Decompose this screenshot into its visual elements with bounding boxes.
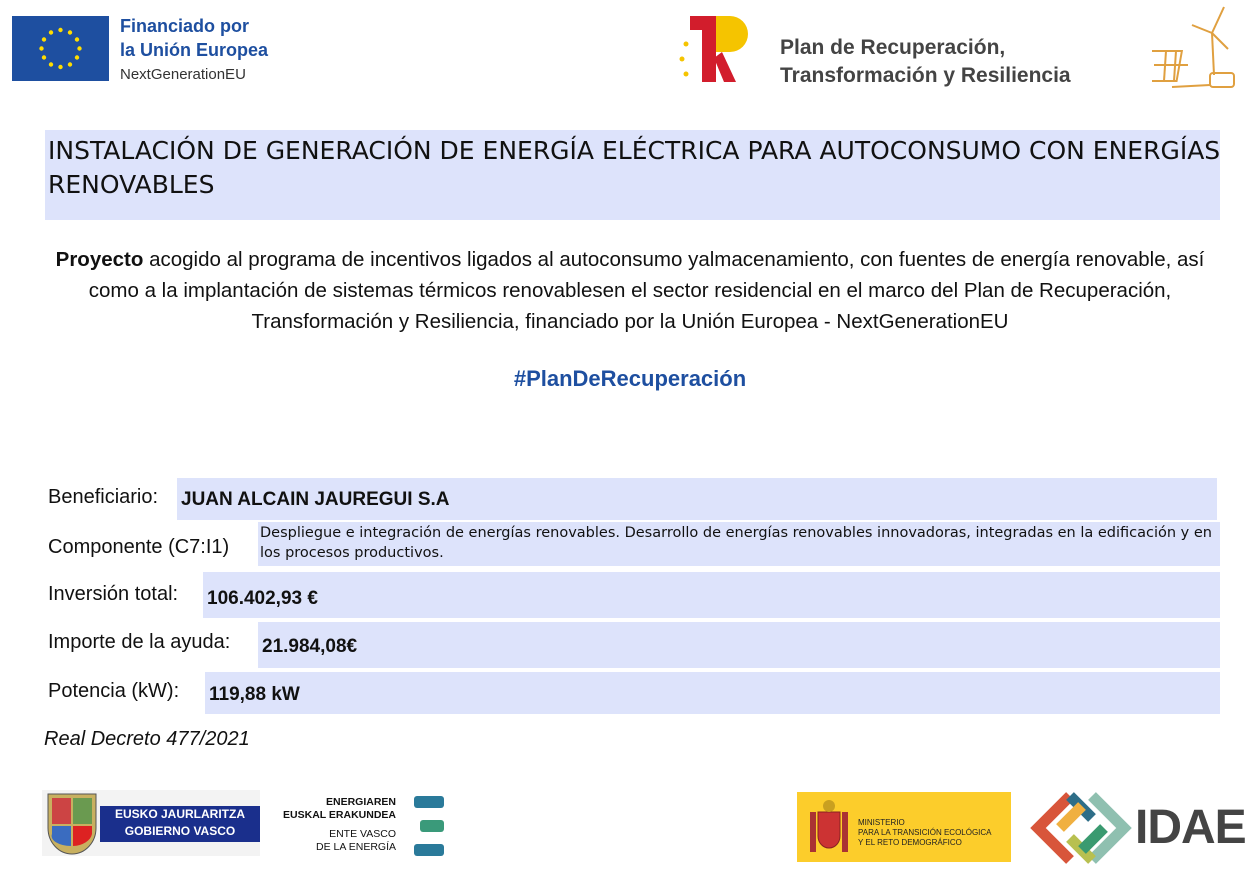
eu-logo-line1: Financiado por	[120, 16, 250, 36]
beneficiario-value: JUAN ALCAIN JAUREGUI S.A	[181, 489, 450, 510]
project-text: acogido al programa de incentivos ligados al autoconsumo yalmacenamiento, con fuentes de energía renovable, así como a la implantación de sistemas térmicos renovablesen el sector residencial en el marco del Plan de Recuperación, Transformación y Resiliencia, financiado por la Unión Europea - NextGenerationEU	[88, 248, 1205, 333]
spain-coat-of-arms-icon	[806, 798, 852, 861]
eve-logo-icon	[406, 794, 446, 863]
eu-logo-text	[120, 14, 268, 62]
eve-line3: ENTE VASCO	[329, 828, 396, 840]
idae-logo-text: IDAE	[1135, 801, 1246, 854]
inversion-label: Inversión total:	[48, 583, 179, 605]
prtr-line1: Plan de Recuperación,	[780, 36, 1006, 59]
real-decreto: Real Decreto 477/2021	[44, 728, 250, 750]
inversion-box	[203, 572, 1220, 618]
ministerio-line2: PARA LA TRANSICIÓN ECOLÓGICA	[858, 828, 992, 837]
wind-solar-icon	[1152, 5, 1242, 96]
eu-logo-line3: NextGenerationEU	[120, 66, 246, 83]
prtr-line2: Transformación y Resiliencia	[780, 64, 1071, 87]
potencia-label: Potencia (kW):	[48, 680, 180, 702]
idae-logo-icon	[1030, 790, 1134, 869]
importe-label: Importe de la ayuda:	[48, 631, 231, 653]
prtr-logo-text	[780, 34, 1071, 90]
beneficiario-label: Beneficiario:	[48, 486, 159, 508]
gv-line2: GOBIERNO VASCO	[124, 824, 236, 838]
componente-value: Despliegue e integración de energías renovables. Desarrollo de energías renovables innovadoras, integradas en la edificación y en los procesos productivos.	[260, 525, 1212, 561]
prtr-logo-icon	[672, 14, 762, 89]
potencia-box	[205, 672, 1220, 714]
project-description	[40, 244, 1220, 337]
basque-coat-of-arms-icon	[44, 790, 100, 861]
project-lead: Proyecto	[55, 248, 144, 271]
gobierno-vasco-band	[100, 806, 260, 842]
eve-line4: DE LA ENERGÍA	[316, 841, 396, 853]
eve-line1: ENERGIAREN	[325, 796, 396, 808]
importe-value: 21.984,08€	[262, 636, 358, 657]
inversion-value: 106.402,93 €	[207, 588, 318, 609]
importe-box	[258, 622, 1220, 668]
ministerio-line3: Y EL RETO DEMOGRÁFICO	[858, 838, 962, 847]
eve-line2: EUSKAL ERAKUNDEA	[283, 809, 396, 821]
ministerio-line1: MINISTERIO	[858, 818, 905, 827]
gv-line1: EUSKO JAURLARITZA	[114, 807, 245, 821]
ministerio-text	[858, 818, 992, 848]
poster-title: INSTALACIÓN DE GENERACIÓN DE ENERGÍA ELÉCTRICA PARA AUTOCONSUMO CON ENERGÍAS RENOVABLES	[48, 136, 1221, 199]
potencia-value: 119,88 kW	[209, 684, 300, 705]
eu-logo-line2: la Unión Europea	[120, 40, 269, 60]
componente-label: Componente (C7:I1)	[48, 536, 230, 558]
hashtag: #PlanDeRecuperación	[513, 366, 747, 391]
eve-logo-text	[276, 796, 396, 854]
eu-flag-logo	[12, 16, 109, 81]
